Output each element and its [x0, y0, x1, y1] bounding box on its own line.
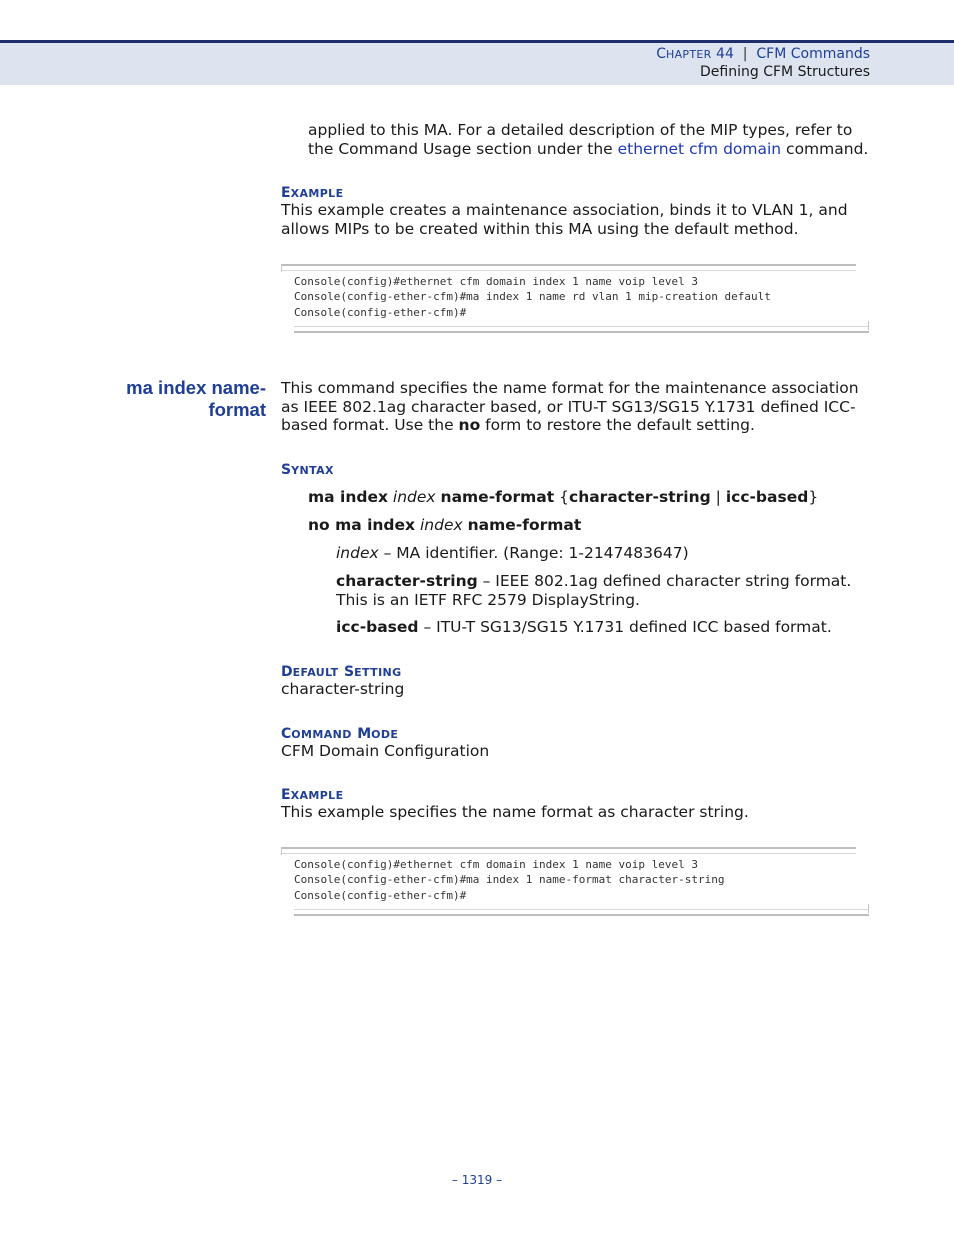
param-icc-based: icc-based – ITU-T SG13/SG15 Y.1731 defined ICC based format.: [336, 618, 832, 636]
intro-line-2: the Command Usage section under the ethernet cfm domain command.: [308, 140, 869, 158]
param-character-string-2: This is an IETF RFC 2579 DisplayString.: [336, 591, 640, 609]
ethernet-cfm-domain-link[interactable]: ethernet cfm domain: [617, 140, 782, 158]
code-block-1: [281, 264, 869, 334]
param-index: index – MA identifier. (Range: 1-2147483647): [336, 544, 689, 562]
default-setting-heading: DEFAULT SETTING: [281, 664, 402, 680]
example1-text-2: allows MIPs to be created within this MA using the default method.: [281, 220, 799, 238]
example1-text-1: This example creates a maintenance association, binds it to VLAN 1, and: [281, 201, 848, 219]
page-number: – 1319 –: [451, 1173, 503, 1187]
code-line: Console(config-ether-cfm)#: [294, 889, 467, 902]
code-block-2: [281, 847, 869, 917]
command-mode-heading: COMMAND MODE: [281, 726, 399, 742]
example-heading-1: EXAMPLE: [281, 185, 344, 201]
default-setting-value: character-string: [281, 680, 405, 698]
command-mode-value: CFM Domain Configuration: [281, 742, 490, 760]
code-line: Console(config-ether-cfm)#: [294, 306, 467, 319]
command-desc-2: as IEEE 802.1ag character based, or ITU-T SG13/SG15 Y.1731 defined ICC-: [281, 398, 856, 416]
header-section: Defining CFM Structures: [700, 64, 870, 80]
example-heading-2: EXAMPLE: [281, 787, 344, 803]
code-line: Console(config-ether-cfm)#ma index 1 name-format character-string: [294, 873, 725, 886]
code-line: Console(config)#ethernet cfm domain index 1 name voip level 3: [294, 275, 698, 288]
command-title: ma index name- format: [126, 377, 266, 420]
header-chapter: CHAPTER 44 | CFM Commands: [656, 46, 870, 62]
code-line: Console(config-ether-cfm)#ma index 1 name rd vlan 1 mip-creation default: [294, 290, 771, 303]
example2-text: This example specifies the name format as character string.: [281, 803, 749, 821]
intro-line-1: applied to this MA. For a detailed description of the MIP types, refer to: [308, 121, 853, 139]
command-desc-3: based format. Use the no form to restore the default setting.: [281, 416, 755, 434]
code-line: Console(config)#ethernet cfm domain index 1 name voip level 3: [294, 858, 698, 871]
header-chapter-title[interactable]: CFM Commands: [756, 46, 870, 62]
syntax-command-2: no ma index index name-format: [308, 516, 582, 534]
syntax-heading: SYNTAX: [281, 462, 334, 478]
param-character-string: character-string – IEEE 802.1ag defined character string format.: [336, 572, 852, 590]
command-desc-1: This command specifies the name format for the maintenance association: [281, 379, 859, 397]
syntax-command-1: ma index index name-format {character-string | icc-based}: [308, 488, 819, 506]
